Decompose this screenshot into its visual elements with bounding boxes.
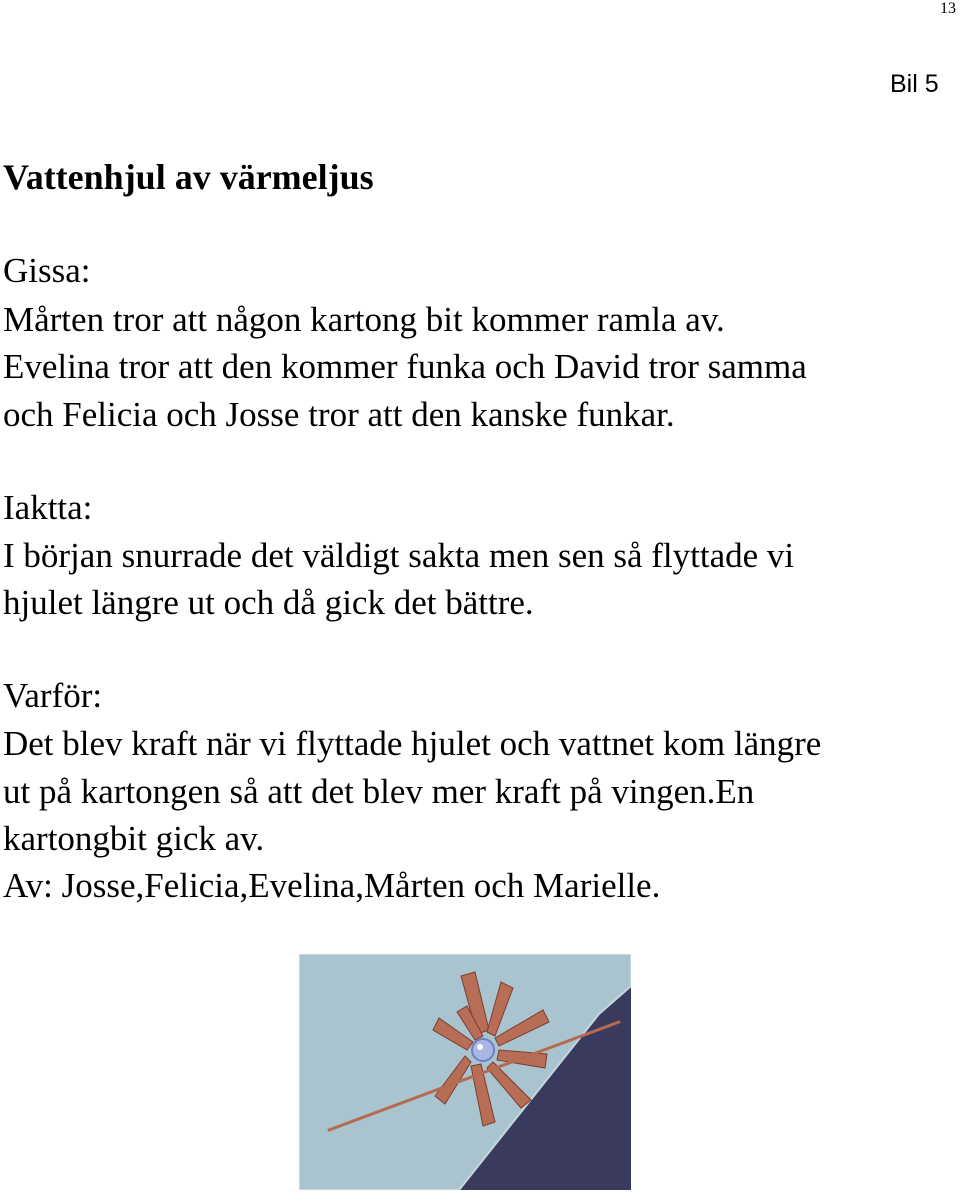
varfor-heading: Varför: [3, 676, 103, 715]
varfor-line: Det blev kraft när vi flyttade hjulet och vattnet kom längre [3, 724, 822, 763]
water-wheel-photo [299, 954, 631, 1190]
hub [472, 1039, 494, 1061]
gissa-line: och Felicia och Josse tror att den kanske funkar. [3, 395, 675, 434]
varfor-line: ut på kartongen så att det blev mer kraft på vingen.En [3, 772, 755, 811]
authors-line: Av: Josse,Felicia,Evelina,Mårten och Marielle. [3, 866, 661, 905]
gissa-line: Evelina tror att den kommer funka och David tror samma [3, 347, 807, 386]
varfor-line: kartongbit gick av. [3, 819, 265, 858]
gissa-line: Mårten tror att någon kartong bit kommer ramla av. [3, 300, 725, 339]
iaktta-heading: Iaktta: [3, 488, 93, 527]
iaktta-line: hjulet längre ut och då gick det bättre. [3, 583, 534, 622]
iaktta-line: I början snurrade det väldigt sakta men sen så flyttade vi [3, 536, 795, 575]
document-title: Vattenhjul av värmeljus [3, 157, 374, 197]
page-number: 13 [940, 0, 956, 17]
gissa-heading: Gissa: [3, 251, 91, 290]
appendix-label: Bil 5 [890, 70, 939, 98]
